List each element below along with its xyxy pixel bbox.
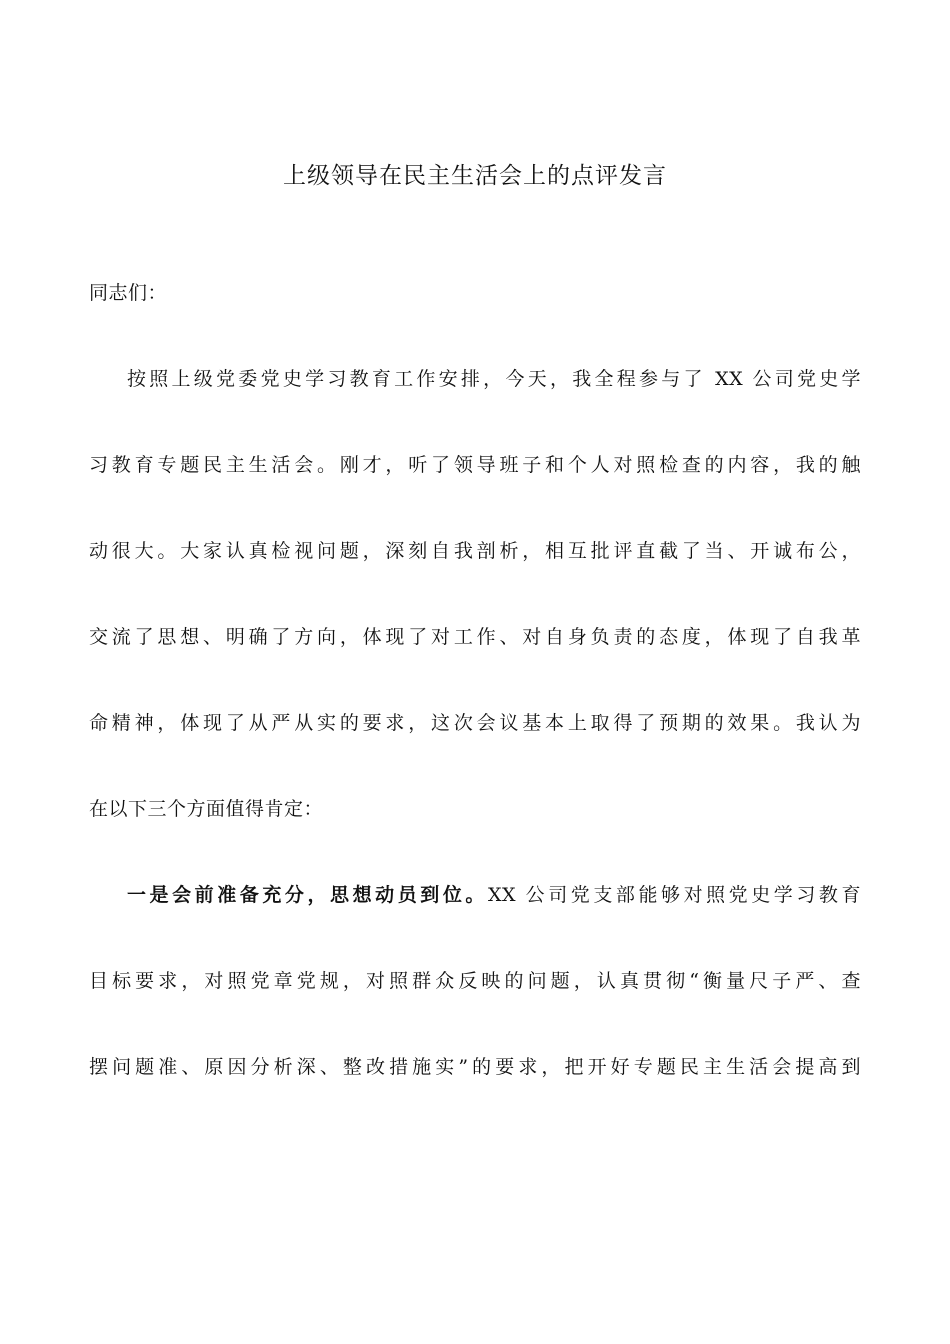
paragraph-2-bold-lead: 一是会前准备充分，思想动员到位。	[127, 884, 488, 906]
paragraph-1-line-3: 动很大。大家认真检视问题，深刻自我剖析，相互批评直截了当、开诚布公，	[89, 540, 861, 562]
document-body	[89, 250, 861, 1110]
paragraph-1-line-4: 交流了思想、明确了方向，体现了对工作、对自身负责的态度，体现了自我革	[89, 626, 861, 648]
paragraph-1-line-1: 按照上级党委党史学习教育工作安排，今天，我全程参与了 XX 公司党史学	[127, 368, 861, 390]
paragraph-1-line-5: 命精神，体现了从严从实的要求，这次会议基本上取得了预期的效果。我认为	[89, 712, 861, 734]
paragraph-2-line-2: 目标要求，对照党章党规，对照群众反映的问题，认真贯彻“衡量尺子严、查	[89, 970, 861, 992]
paragraph-2-line-3: 摆问题准、原因分析深、整改措施实”的要求，把开好专题民主生活会提高到	[89, 1056, 861, 1078]
document-title: 上级领导在民主生活会上的点评发言	[283, 163, 667, 189]
paragraph-1-line-6: 在以下三个方面值得肯定：	[89, 798, 324, 820]
paragraph-2-line-1-rest: XX 公司党支部能够对照党史学习教育	[487, 884, 861, 906]
paragraph-2-line-1	[89, 852, 861, 938]
salutation: 同志们：	[89, 282, 168, 304]
paragraph-1-line-2: 习教育专题民主生活会。刚才，听了领导班子和个人对照检查的内容，我的触	[89, 454, 861, 476]
